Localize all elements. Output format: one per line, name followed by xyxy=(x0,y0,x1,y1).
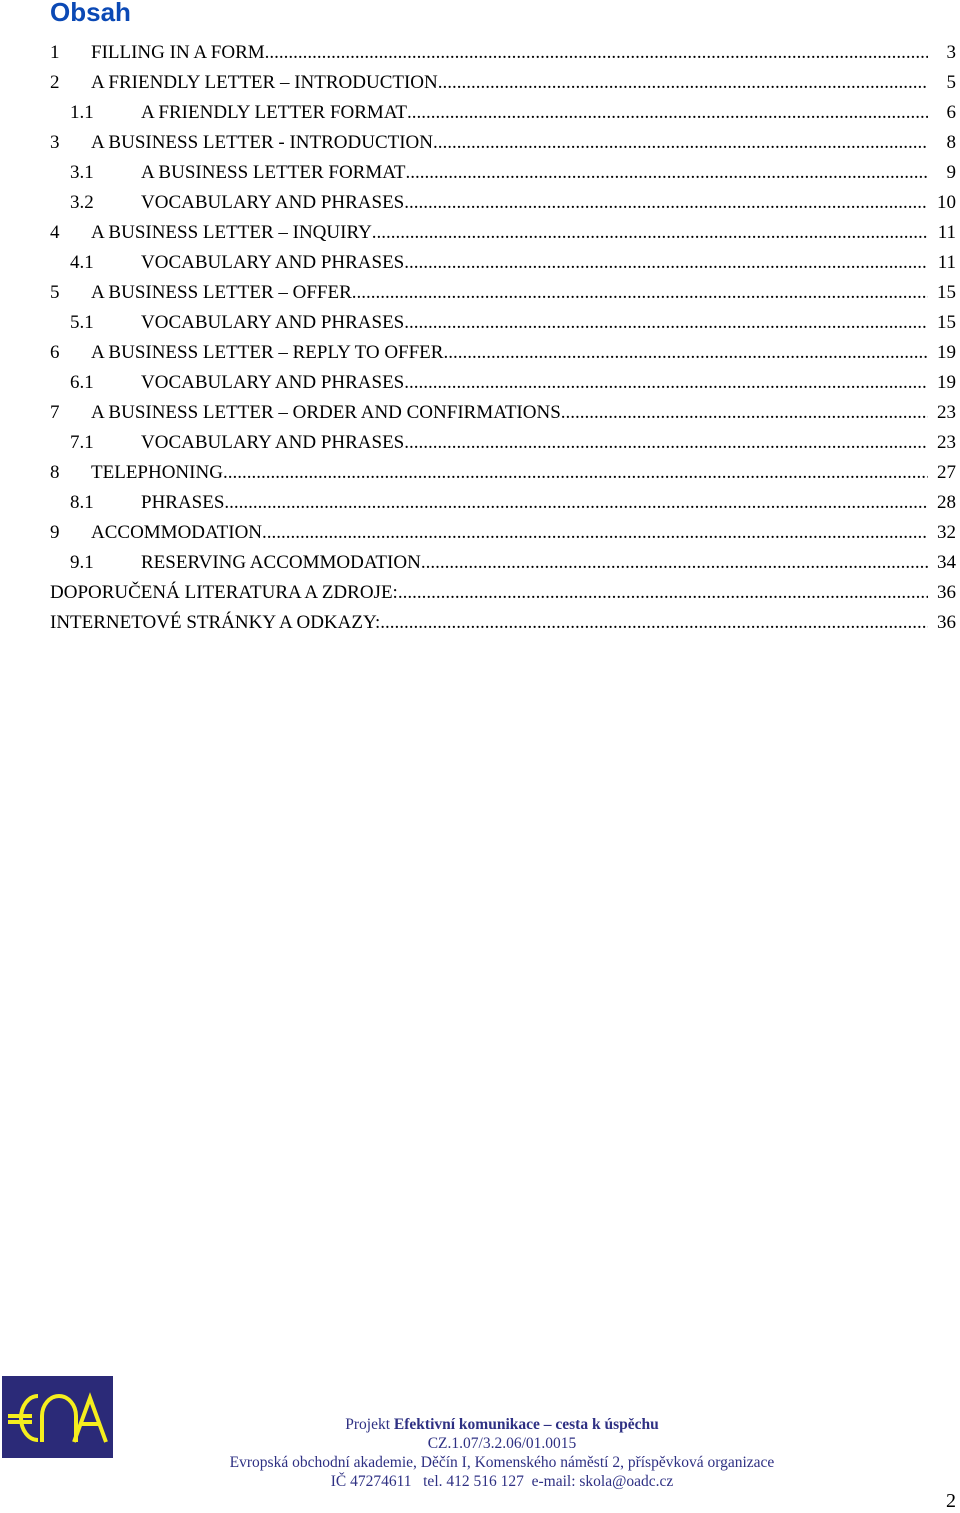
toc-entry-page: 9 xyxy=(946,162,956,183)
toc-entry-page: 8 xyxy=(946,132,956,153)
toc-entry-page: 19 xyxy=(937,342,956,363)
toc-entry-title: A BUSINESS LETTER – INQUIRY xyxy=(91,222,372,243)
toc-entry-page: 10 xyxy=(937,192,956,213)
toc-entry-number: 9.1 xyxy=(70,552,94,573)
toc-entry[interactable] xyxy=(0,131,956,155)
toc-entry[interactable] xyxy=(0,41,956,65)
toc-entry-title: VOCABULARY AND PHRASES xyxy=(141,312,405,333)
toc-entry-page: 36 xyxy=(937,612,956,633)
toc-leader-dots xyxy=(404,311,928,335)
toc-entry-number: 3.1 xyxy=(70,162,94,183)
toc-entry[interactable] xyxy=(0,401,956,425)
toc-entry-page: 36 xyxy=(937,582,956,603)
toc-entry-number: 1.1 xyxy=(70,102,94,123)
toc-entry-page: 28 xyxy=(937,492,956,513)
toc-entry-page: 27 xyxy=(937,462,956,483)
project-name: Efektivní komunikace – cesta k úspěchu xyxy=(393,1416,659,1433)
toc-entry-number: 9 xyxy=(50,522,60,543)
toc-entry[interactable] xyxy=(0,551,956,575)
toc-entry-title: VOCABULARY AND PHRASES xyxy=(141,192,405,213)
page-number: 2 xyxy=(946,1490,956,1512)
toc-leader-dots xyxy=(407,101,928,125)
toc-entry[interactable] xyxy=(0,521,956,545)
toc-leader-dots xyxy=(372,221,928,245)
toc-entry-number: 3 xyxy=(50,132,60,153)
toc-leader-dots xyxy=(404,191,928,215)
toc-entry[interactable] xyxy=(0,101,956,125)
toc-entry-title: FILLING IN A FORM xyxy=(91,42,265,63)
toc-entry-page: 11 xyxy=(937,252,956,273)
toc-leader-dots xyxy=(433,131,928,155)
toc-leader-dots xyxy=(404,251,928,275)
toc-entry-title: DOPORUČENÁ LITERATURA A ZDROJE: xyxy=(50,582,398,603)
toc-entry-title: RESERVING ACCOMMODATION xyxy=(141,552,421,573)
toc-leader-dots xyxy=(438,71,928,95)
project-prefix: Projekt xyxy=(345,1416,394,1433)
toc-leader-dots xyxy=(223,461,928,485)
toc-entry[interactable] xyxy=(0,161,956,185)
toc-leader-dots xyxy=(224,491,928,515)
toc-entry-number: 3.2 xyxy=(70,192,94,213)
toc-entry-number: 4 xyxy=(50,222,60,243)
toc-entry-title: A FRIENDLY LETTER FORMAT xyxy=(141,102,408,123)
toc-entry-number: 6 xyxy=(50,342,60,363)
toc-entry-page: 11 xyxy=(937,222,956,243)
toc-entry[interactable] xyxy=(0,281,956,305)
footer-code: CZ.1.07/3.2.06/01.0015 xyxy=(427,1435,577,1452)
toc-entry-page: 3 xyxy=(946,42,956,63)
toc-entry-page: 15 xyxy=(937,282,956,303)
toc-leader-dots xyxy=(380,611,928,635)
footer-school: Evropská obchodní akademie, Děčín I, Komenského náměstí 2, příspěvková organizace xyxy=(229,1454,775,1471)
toc-entry[interactable] xyxy=(0,491,956,515)
toc-entry-title: A BUSINESS LETTER FORMAT xyxy=(141,162,406,183)
toc-entry-title: TELEPHONING xyxy=(91,462,223,483)
toc-leader-dots xyxy=(404,431,928,455)
toc-entry-number: 5.1 xyxy=(70,312,94,333)
school-logo xyxy=(2,1376,113,1458)
toc-entry-title: VOCABULARY AND PHRASES xyxy=(141,252,405,273)
toc-leader-dots xyxy=(421,551,928,575)
footer xyxy=(200,1415,804,1491)
toc-leader-dots xyxy=(404,371,928,395)
toc-entry-page: 23 xyxy=(937,402,956,423)
toc-leader-dots xyxy=(561,401,928,425)
toc-entry-number: 8 xyxy=(50,462,60,483)
toc-entry-title: VOCABULARY AND PHRASES xyxy=(141,372,405,393)
toc-entry[interactable] xyxy=(0,461,956,485)
footer-contact: IČ 47274611 tel. 412 516 127 e-mail: skola@oadc.cz xyxy=(330,1473,674,1490)
toc-entry-page: 19 xyxy=(937,372,956,393)
toc-entry-title: ACCOMMODATION xyxy=(91,522,263,543)
toc-entry-title: A BUSINESS LETTER – REPLY TO OFFER xyxy=(91,342,444,363)
toc-entry-number: 6.1 xyxy=(70,372,94,393)
toc-entry[interactable] xyxy=(0,371,956,395)
toc-entry-title: VOCABULARY AND PHRASES xyxy=(141,432,405,453)
toc-entry[interactable] xyxy=(0,431,956,455)
toc-entry[interactable] xyxy=(0,191,956,215)
toc-entry-page: 5 xyxy=(946,72,956,93)
toc-entry-number: 8.1 xyxy=(70,492,94,513)
toc-entry[interactable] xyxy=(0,341,956,365)
toc-leader-dots xyxy=(352,281,928,305)
toc-entry-number: 5 xyxy=(50,282,60,303)
toc-entry-number: 7 xyxy=(50,402,60,423)
toc-leader-dots xyxy=(405,161,928,185)
toc-entry-title: A BUSINESS LETTER - INTRODUCTION xyxy=(91,132,433,153)
toc-entry-page: 6 xyxy=(946,102,956,123)
toc-leader-dots xyxy=(265,41,928,65)
toc-entry-number: 1 xyxy=(50,42,60,63)
toc-entry-page: 15 xyxy=(937,312,956,333)
toc-entry[interactable] xyxy=(0,221,956,245)
toc-entry-number: 7.1 xyxy=(70,432,94,453)
toc-entry-page: 32 xyxy=(937,522,956,543)
toc-entry[interactable] xyxy=(0,611,956,635)
toc-entry[interactable] xyxy=(0,311,956,335)
footer-project xyxy=(200,1415,804,1434)
toc-entry-title: A FRIENDLY LETTER – INTRODUCTION xyxy=(91,72,438,93)
toc-entry-title: A BUSINESS LETTER – ORDER AND CONFIRMATIONS xyxy=(91,402,561,423)
toc-leader-dots xyxy=(262,521,928,545)
toc-entry-title: PHRASES xyxy=(141,492,225,513)
toc-entry[interactable] xyxy=(0,71,956,95)
page-title: Obsah xyxy=(50,0,131,27)
toc-entry-number: 4.1 xyxy=(70,252,94,273)
toc-leader-dots xyxy=(443,341,928,365)
toc-entry-title: INTERNETOVÉ STRÁNKY A ODKAZY: xyxy=(50,612,381,633)
toc-entry[interactable] xyxy=(0,251,956,275)
toc-entry-number: 2 xyxy=(50,72,60,93)
toc-entry-page: 23 xyxy=(937,432,956,453)
toc-entry-title: A BUSINESS LETTER – OFFER xyxy=(91,282,352,303)
toc-entry-page: 34 xyxy=(937,552,956,573)
toc-entry[interactable] xyxy=(0,581,956,605)
toc-leader-dots xyxy=(398,581,928,605)
